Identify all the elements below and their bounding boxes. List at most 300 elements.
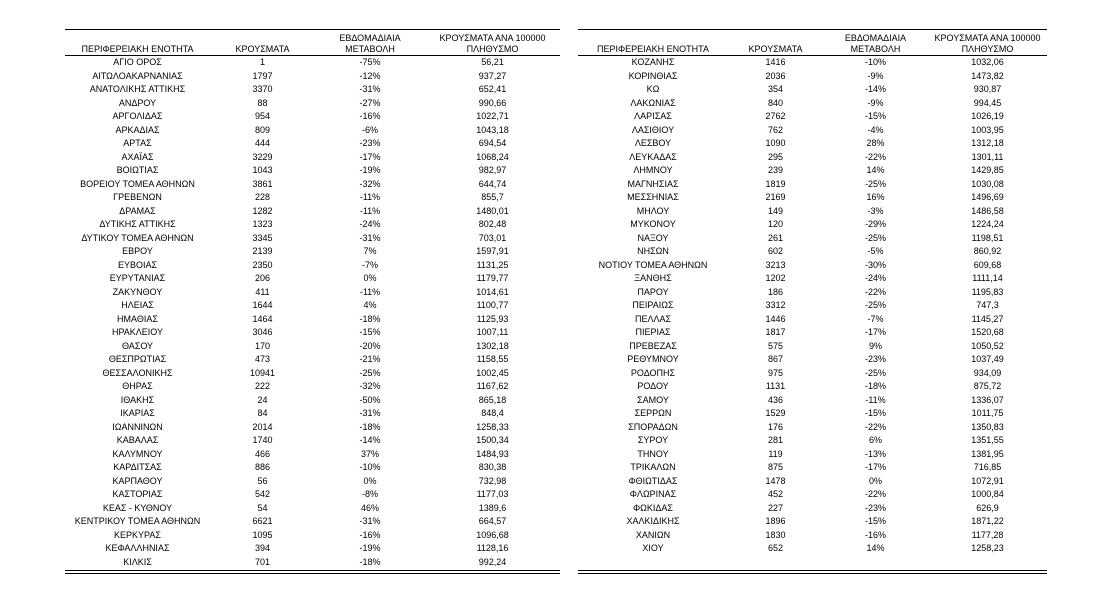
header-weekly-change <box>823 33 928 55</box>
row-per-100k: 994,45 <box>973 97 1002 108</box>
row-per-100k: 1871,22 <box>971 516 1004 526</box>
header-per-100k-line1: ΚΡΟΥΣΜΑΤΑ ΑΝΑ 100000 <box>439 33 546 43</box>
row-per-100k: 1486,58 <box>971 205 1004 216</box>
row-cases: 120 <box>767 219 784 229</box>
row-weekly-change: -11% <box>359 205 381 216</box>
row-weekly-change: -19% <box>359 543 381 553</box>
row-cases: 875 <box>767 462 784 472</box>
table-row <box>65 232 560 246</box>
row-region: ΚΑΣΤΟΡΙΑΣ <box>112 489 163 499</box>
table-row <box>578 205 1047 219</box>
row-per-100k: 1000,84 <box>971 489 1004 499</box>
row-cases: 2139 <box>252 246 273 256</box>
row-weekly-change: -25% <box>359 367 381 378</box>
row-per-100k: 1179,77 <box>476 273 509 283</box>
row-per-100k: 56,21 <box>481 57 504 67</box>
table-bottom-rule-double <box>65 573 560 574</box>
row-cases: 1478 <box>765 475 786 486</box>
row-per-100k: 626,9 <box>976 502 999 513</box>
row-region: ΦΘΙΩΤΙΔΑΣ <box>628 475 678 486</box>
row-cases: 2350 <box>252 259 273 270</box>
row-weekly-change: -14% <box>359 435 381 445</box>
row-region: ΗΜΑΘΙΑΣ <box>117 313 158 324</box>
row-weekly-change: -23% <box>864 354 886 364</box>
header-weekly-change-line1: ΕΒΔΟΜΑΔΙΑΙΑ <box>844 33 907 43</box>
row-per-100k: 1007,11 <box>476 327 509 337</box>
table-row <box>578 178 1047 192</box>
row-region: ΝΟΤΙΟΥ ΤΟΜΕΑ ΑΘΗΝΩΝ <box>598 259 708 270</box>
row-region: ΣΑΜΟΥ <box>637 394 669 405</box>
row-region: ΕΥΒΟΙΑΣ <box>117 259 158 270</box>
row-cases: 222 <box>254 381 271 391</box>
row-cases: 1131 <box>765 381 786 391</box>
row-per-100k: 1302,18 <box>476 340 509 351</box>
row-cases: 24 <box>257 394 268 405</box>
table-row <box>65 151 560 165</box>
row-region: ΒΟΡΕΙΟΥ ΤΟΜΕΑ ΑΘΗΝΩΝ <box>80 178 195 189</box>
table-row <box>65 475 560 489</box>
table-row <box>578 164 1047 178</box>
row-weekly-change: -11% <box>359 192 381 202</box>
row-cases: 6621 <box>252 516 273 526</box>
table-row <box>578 191 1047 205</box>
row-cases: 1797 <box>252 70 273 81</box>
row-cases: 840 <box>767 97 784 108</box>
row-weekly-change: -23% <box>864 502 886 513</box>
row-weekly-change: -20% <box>359 340 381 351</box>
row-weekly-change: -22% <box>864 286 886 297</box>
header-cases-label: ΚΡΟΥΣΜΑΤΑ <box>748 44 803 54</box>
header-cases <box>210 44 315 55</box>
row-per-100k: 930,87 <box>973 84 1002 94</box>
row-weekly-change: -8% <box>361 489 378 499</box>
empty-row <box>578 556 1047 570</box>
row-region: ΧΑΛΚΙΔΙΚΗΣ <box>626 516 680 526</box>
row-cases: 354 <box>767 84 784 94</box>
row-cases: 954 <box>254 111 271 121</box>
row-cases: 3213 <box>765 259 786 270</box>
row-cases: 186 <box>767 286 784 297</box>
row-cases: 809 <box>254 124 271 135</box>
row-cases: 1817 <box>765 327 786 337</box>
row-cases: 239 <box>767 165 784 175</box>
row-region: ΚΑΛΥΜΝΟΥ <box>112 448 163 459</box>
row-per-100k: 652,41 <box>478 84 507 94</box>
table-row <box>65 137 560 151</box>
header-cases <box>728 44 823 55</box>
row-per-100k: 1177,03 <box>476 489 509 499</box>
row-weekly-change: -17% <box>359 151 381 162</box>
row-region: ΛΕΥΚΑΔΑΣ <box>629 151 677 162</box>
row-region: ΜΕΣΣΗΝΙΑΣ <box>627 192 679 202</box>
row-weekly-change: -25% <box>864 367 886 378</box>
row-weekly-change: -50% <box>359 394 381 405</box>
header-weekly-change-line2: ΜΕΤΑΒΟΛΗ <box>345 44 395 54</box>
table-row <box>65 367 560 381</box>
row-region: ΑΝΔΡΟΥ <box>118 97 157 108</box>
row-per-100k: 1381,95 <box>971 448 1004 459</box>
table-row <box>65 394 560 408</box>
row-region: ΝΗΣΩΝ <box>637 246 669 256</box>
header-per-100k-line1: ΚΡΟΥΣΜΑΤΑ ΑΝΑ 100000 <box>934 33 1041 43</box>
row-weekly-change: -16% <box>359 529 381 540</box>
table-row <box>65 380 560 394</box>
table-row <box>578 232 1047 246</box>
row-per-100k: 1484,93 <box>476 448 509 459</box>
row-region: ΖΑΚΥΝΘΟΥ <box>112 286 163 297</box>
row-weekly-change: -21% <box>359 354 381 364</box>
row-cases: 1282 <box>252 205 273 216</box>
row-cases: 452 <box>767 489 784 499</box>
row-cases: 1819 <box>765 178 786 189</box>
row-region: ΑΡΤΑΣ <box>123 138 152 148</box>
table-row <box>578 245 1047 259</box>
header-region <box>65 44 210 55</box>
header-per-100k-line2: ΠΛΗΘΥΣΜΟ <box>466 44 519 54</box>
row-weekly-change: -11% <box>865 394 886 405</box>
table-row <box>65 259 560 273</box>
table-bottom-rule <box>578 570 1047 571</box>
header-cases-label: ΚΡΟΥΣΜΑΤΑ <box>235 44 290 54</box>
row-per-100k: 1002,45 <box>476 367 509 378</box>
table-row <box>65 124 560 138</box>
table-row <box>65 110 560 124</box>
table-row <box>578 367 1047 381</box>
table-row <box>65 556 560 570</box>
header-weekly-change-line1: ΕΒΔΟΜΑΔΙΑΙΑ <box>339 33 401 43</box>
row-cases: 1202 <box>765 273 786 283</box>
table-row <box>578 448 1047 462</box>
row-weekly-change: -7% <box>867 313 884 324</box>
table-row <box>578 124 1047 138</box>
table-row <box>65 434 560 448</box>
table-header <box>65 30 560 56</box>
row-region: ΑΡΚΑΔΙΑΣ <box>115 124 160 135</box>
row-per-100k: 990,66 <box>478 97 507 108</box>
table-row <box>65 421 560 435</box>
row-weekly-change: -15% <box>864 516 886 526</box>
table-row <box>578 83 1047 97</box>
table-row <box>65 502 560 516</box>
table-row <box>578 299 1047 313</box>
row-cases: 3861 <box>252 178 273 189</box>
row-weekly-change: -32% <box>359 381 381 391</box>
table-row <box>578 97 1047 111</box>
row-region: ΘΑΣΟΥ <box>121 340 154 351</box>
table-row <box>578 272 1047 286</box>
row-cases: 394 <box>254 543 271 553</box>
row-per-100k: 1158,55 <box>476 354 509 364</box>
row-region: ΚΑΒΑΛΑΣ <box>116 435 159 445</box>
row-weekly-change: 0% <box>363 475 377 486</box>
row-cases: 227 <box>767 502 784 513</box>
row-per-100k: 1022,71 <box>476 111 509 121</box>
row-region: ΘΕΣΠΡΩΤΙΑΣ <box>108 354 167 364</box>
row-region: ΑΓΙΟ ΟΡΟΣ <box>113 57 162 67</box>
table-row <box>578 353 1047 367</box>
row-region: ΠΡΕΒΕΖΑΣ <box>629 340 677 351</box>
row-per-100k: 1258,23 <box>971 543 1004 553</box>
row-per-100k: 1072,91 <box>971 475 1004 486</box>
row-cases: 3229 <box>252 151 273 162</box>
row-per-100k: 1177,28 <box>971 529 1004 540</box>
row-cases: 3312 <box>765 300 786 310</box>
row-weekly-change: -10% <box>359 462 381 472</box>
table-row <box>65 340 560 354</box>
row-per-100k: 1096,68 <box>476 529 509 540</box>
row-region: ΧΑΝΙΩΝ <box>635 529 671 540</box>
row-cases: 867 <box>767 354 784 364</box>
row-cases: 466 <box>254 448 271 459</box>
row-region: ΗΛΕΙΑΣ <box>121 300 154 310</box>
row-cases: 56 <box>257 475 268 486</box>
row-per-100k: 1030,08 <box>971 178 1004 189</box>
row-cases: 1529 <box>765 408 786 418</box>
row-per-100k: 747,3 <box>976 300 999 310</box>
table-bottom-rule-double <box>578 573 1047 574</box>
row-per-100k: 830,38 <box>478 462 507 472</box>
row-region: ΘΗΡΑΣ <box>122 381 153 391</box>
row-cases: 176 <box>767 421 784 432</box>
row-per-100k: 1128,16 <box>476 543 509 553</box>
row-weekly-change: -25% <box>864 232 886 243</box>
row-weekly-change: 9% <box>868 340 882 351</box>
table-row <box>578 110 1047 124</box>
row-weekly-change: -19% <box>359 165 381 175</box>
table-row <box>65 70 560 84</box>
row-cases: 2014 <box>252 421 273 432</box>
header-weekly-change-line2: ΜΕΤΑΒΟΛΗ <box>850 44 901 54</box>
row-cases: 1446 <box>765 313 786 324</box>
table-row <box>578 218 1047 232</box>
row-per-100k: 1111,14 <box>972 273 1003 283</box>
row-per-100k: 1050,52 <box>971 340 1004 351</box>
row-weekly-change: -24% <box>864 273 886 283</box>
row-per-100k: 1011,75 <box>971 408 1004 418</box>
row-cases: 3046 <box>252 327 273 337</box>
row-per-100k: 860,92 <box>973 246 1002 256</box>
row-cases: 206 <box>254 273 271 283</box>
row-weekly-change: 4% <box>363 300 377 310</box>
row-weekly-change: -9% <box>867 70 884 81</box>
table-row <box>578 259 1047 273</box>
row-region: ΑΡΓΟΛΙΔΑΣ <box>112 111 163 121</box>
table-row <box>65 515 560 529</box>
row-weekly-change: 16% <box>866 192 885 202</box>
table-row <box>65 542 560 556</box>
table-row <box>65 313 560 327</box>
row-weekly-change: -31% <box>359 516 381 526</box>
row-per-100k: 992,24 <box>478 556 507 567</box>
table-row <box>65 97 560 111</box>
table-row <box>578 434 1047 448</box>
row-cases: 411 <box>255 286 270 297</box>
row-weekly-change: -4% <box>867 124 884 135</box>
table-row <box>65 205 560 219</box>
row-weekly-change: -30% <box>864 259 886 270</box>
row-region: ΣΥΡΟΥ <box>637 435 669 445</box>
row-cases: 444 <box>254 138 271 148</box>
table-row <box>578 380 1047 394</box>
table-row <box>578 542 1047 556</box>
row-cases: 1043 <box>252 165 273 175</box>
row-weekly-change: -17% <box>864 327 886 337</box>
table-row <box>65 326 560 340</box>
row-cases: 295 <box>767 151 784 162</box>
row-region: ΛΕΣΒΟΥ <box>634 138 672 148</box>
row-per-100k: 1037,49 <box>971 354 1004 364</box>
row-per-100k: 609,68 <box>973 259 1002 270</box>
row-cases: 542 <box>254 489 271 499</box>
row-cases: 2169 <box>765 192 786 202</box>
row-region: ΣΕΡΡΩΝ <box>634 408 672 418</box>
row-region: ΑΙΤΩΛΟΑΚΑΡΝΑΝΙΑΣ <box>92 70 183 81</box>
row-per-100k: 1429,85 <box>971 165 1004 175</box>
row-per-100k: 1224,24 <box>971 219 1004 229</box>
row-weekly-change: -10% <box>864 57 886 67</box>
row-weekly-change: -32% <box>359 178 381 189</box>
row-cases: 1323 <box>252 219 273 229</box>
row-per-100k: 1032,06 <box>971 57 1004 67</box>
row-cases: 149 <box>767 205 784 216</box>
row-region: ΚΩ <box>646 84 660 94</box>
row-region: ΜΑΓΝΗΣΙΑΣ <box>627 178 679 189</box>
row-weekly-change: 46% <box>360 502 379 513</box>
row-region: ΦΛΩΡΙΝΑΣ <box>629 489 677 499</box>
row-region: ΚΕΑΣ - ΚΥΘΝΟΥ <box>102 502 173 513</box>
table-row <box>65 488 560 502</box>
header-region-label: ΠΕΡΙΦΕΡΕΙΑΚΗ ΕΝΟΤΗΤΑ <box>81 44 194 54</box>
table-row <box>65 56 560 70</box>
row-region: ΕΥΡΥΤΑΝΙΑΣ <box>109 273 166 283</box>
row-per-100k: 694,54 <box>478 138 507 148</box>
row-region: ΤΗΝΟΥ <box>637 448 669 459</box>
table-row <box>65 529 560 543</box>
header-region <box>578 44 728 55</box>
table-row <box>578 488 1047 502</box>
row-per-100k: 1068,24 <box>476 151 509 162</box>
row-per-100k: 1520,68 <box>971 327 1004 337</box>
row-per-100k: 1198,51 <box>971 232 1004 243</box>
row-region: ΕΒΡΟΥ <box>122 246 153 256</box>
table-row <box>578 407 1047 421</box>
table-row <box>578 70 1047 84</box>
row-cases: 1896 <box>765 516 786 526</box>
table-row <box>578 137 1047 151</box>
row-weekly-change: 7% <box>363 246 377 256</box>
row-per-100k: 848,4 <box>481 408 504 418</box>
row-per-100k: 1125,93 <box>476 313 509 324</box>
table-row <box>578 313 1047 327</box>
row-per-100k: 1258,33 <box>476 421 509 432</box>
row-per-100k: 1167,62 <box>476 381 509 391</box>
row-weekly-change: -22% <box>864 489 886 499</box>
row-cases: 1644 <box>252 300 273 310</box>
row-region: ΠΑΡΟΥ <box>637 286 669 297</box>
row-per-100k: 1351,55 <box>971 435 1004 445</box>
row-weekly-change: -6% <box>361 124 378 135</box>
row-per-100k: 1350,83 <box>971 421 1004 432</box>
row-region: ΒΟΙΩΤΙΑΣ <box>116 165 159 175</box>
row-weekly-change: -16% <box>864 529 886 540</box>
row-region: ΗΡΑΚΛΕΙΟΥ <box>111 327 164 337</box>
row-weekly-change: 14% <box>866 165 885 175</box>
row-region: ΑΧΑΪΑΣ <box>121 151 154 162</box>
row-cases: 473 <box>254 354 271 364</box>
row-weekly-change: 0% <box>868 475 882 486</box>
row-per-100k: 1014,61 <box>476 286 509 297</box>
row-cases: 84 <box>257 408 268 418</box>
row-weekly-change: -15% <box>359 327 381 337</box>
row-region: ΡΕΘΥΜΝΟΥ <box>627 354 679 364</box>
row-per-100k: 1473,82 <box>971 70 1004 81</box>
table-row <box>578 340 1047 354</box>
row-region: ΚΕΝΤΡΙΚΟΥ ΤΟΜΕΑ ΑΘΗΝΩΝ <box>74 516 201 526</box>
row-region: ΚΟΡΙΝΘΙΑΣ <box>628 70 678 81</box>
row-cases: 1830 <box>765 529 786 540</box>
row-region: ΜΗΛΟΥ <box>636 205 670 216</box>
row-region: ΤΡΙΚΑΛΩΝ <box>630 462 676 472</box>
row-region: ΙΘΑΚΗΣ <box>120 394 155 405</box>
row-weekly-change: -18% <box>359 421 381 432</box>
row-region: ΜΥΚΟΝΟΥ <box>630 219 676 229</box>
table-row <box>65 164 560 178</box>
row-per-100k: 865,18 <box>478 394 507 405</box>
row-per-100k: 1597,91 <box>476 246 509 256</box>
table-row <box>65 245 560 259</box>
row-region: ΠΕΙΡΑΙΩΣ <box>632 300 674 310</box>
row-per-100k: 664,57 <box>478 516 507 526</box>
row-weekly-change: -31% <box>359 84 381 94</box>
row-per-100k: 716,85 <box>973 462 1002 472</box>
row-region: ΦΩΚΙΔΑΣ <box>633 502 673 513</box>
row-cases: 575 <box>767 340 784 351</box>
table-row <box>65 286 560 300</box>
row-region: ΙΩΑΝΝΙΝΩΝ <box>112 421 163 432</box>
row-cases: 975 <box>767 367 784 378</box>
table-row <box>578 529 1047 543</box>
row-region: ΣΠΟΡΑΔΩΝ <box>628 421 678 432</box>
left-cases-table <box>65 29 560 574</box>
row-per-100k: 934,09 <box>973 367 1002 378</box>
row-cases: 88 <box>257 97 268 108</box>
row-cases: 119 <box>768 448 783 459</box>
row-weekly-change: -15% <box>864 111 886 121</box>
row-weekly-change: -22% <box>864 151 886 162</box>
row-per-100k: 855,7 <box>481 192 504 202</box>
row-cases: 1 <box>259 57 265 67</box>
row-weekly-change: 37% <box>360 448 379 459</box>
row-per-100k: 1500,34 <box>476 435 509 445</box>
row-weekly-change: -22% <box>864 421 886 432</box>
row-per-100k: 703,01 <box>478 232 507 243</box>
table-row <box>65 178 560 192</box>
table-row <box>65 407 560 421</box>
left-table-body <box>65 56 560 569</box>
row-region: ΚΕΡΚΥΡΑΣ <box>114 529 161 540</box>
row-region: ΚΑΡΔΙΤΣΑΣ <box>113 462 162 472</box>
table-row <box>65 272 560 286</box>
row-weekly-change: -5% <box>867 246 884 256</box>
row-cases: 1464 <box>252 313 273 324</box>
row-per-100k: 1043,18 <box>476 124 509 135</box>
row-weekly-change: -11% <box>359 286 381 297</box>
table-row <box>578 461 1047 475</box>
table-row <box>65 83 560 97</box>
row-region: ΘΕΣΣΑΛΟΝΙΚΗΣ <box>102 367 173 378</box>
row-weekly-change: -18% <box>359 313 381 324</box>
row-region: ΙΚΑΡΙΑΣ <box>120 408 155 418</box>
